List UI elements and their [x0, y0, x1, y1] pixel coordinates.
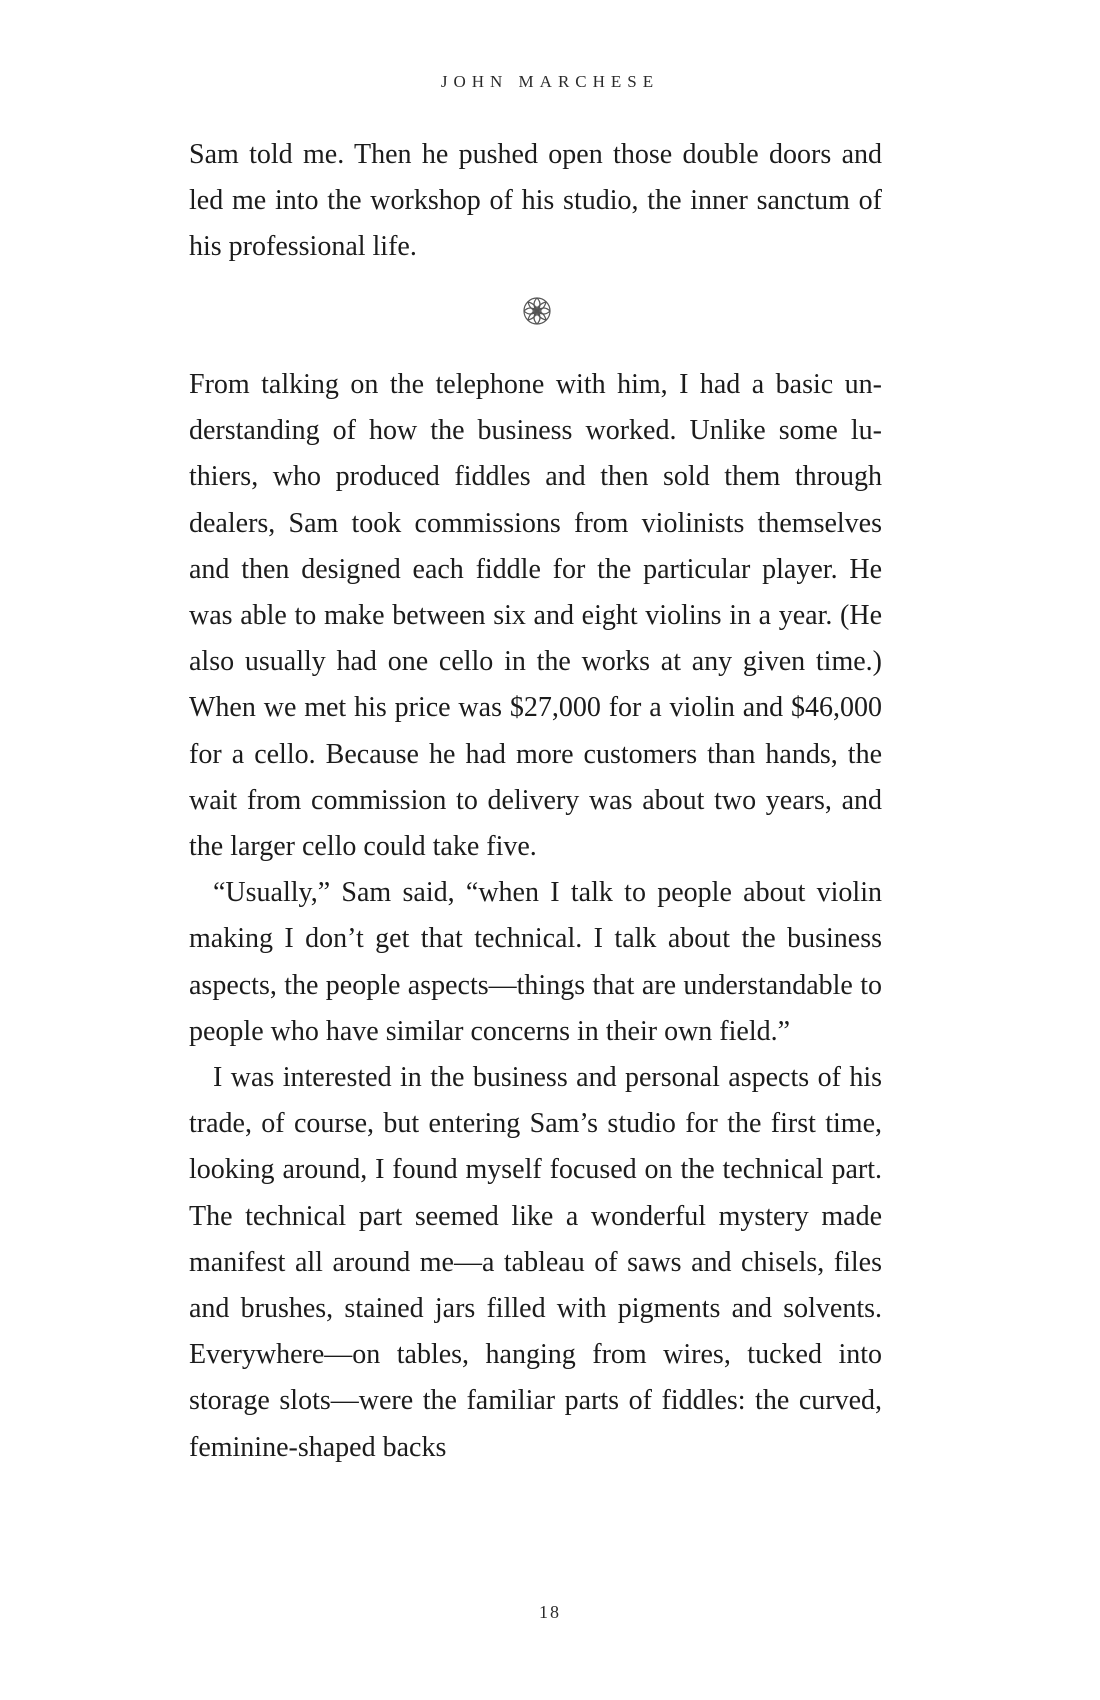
page-number: 18	[539, 1602, 561, 1622]
text-block-top	[189, 132, 882, 271]
running-head: JOHN MARCHESE	[440, 72, 660, 91]
text-block-main	[189, 362, 882, 1471]
paragraph-continuation: Sam told me. Then he pushed open those double doors and led me into the workshop of his studio, the inner sanctum of his professional life.	[189, 139, 882, 263]
paragraph-quote: “Usually,” Sam said, “when I talk to people about violin making I don’t get that technical. I talk about the business aspects, the people aspects—things that are understandable to people who have similar concerns in their own field.”	[189, 877, 882, 1047]
paragraph-business: From talking on the telephone with him, I had a basic understanding of how the business worked. Unlike some luthiers, who produced fiddles and then sold them through dealers, Sam took commissions from violinists themselves and then designed each fiddle for the particular player. He was able to make between six and eight violins in a year. (He also usually had one cello in the works at any given time.) When we met his price was $27,000 for a violin and $46,000 for a cello. Because he had more customers than hands, the wait from commission to delivery was about two years, and the larger cello could take five.	[189, 369, 882, 863]
floral-ornament-icon	[520, 294, 554, 328]
paragraph-workshop: I was interested in the business and personal aspects of his trade, of course, but entering Sam’s studio for the first time, looking around, I found myself focused on the technical part. The technical part seemed like a wonderful mystery made manifest all around me—a tableau of saws and chisels, files and brushes, stained jars filled with pigments and solvents. Everywhere—on tables, hanging from wires, tucked into storage slots—were the familiar parts of fiddles: the curved, feminine-shaped backs	[189, 1062, 882, 1463]
